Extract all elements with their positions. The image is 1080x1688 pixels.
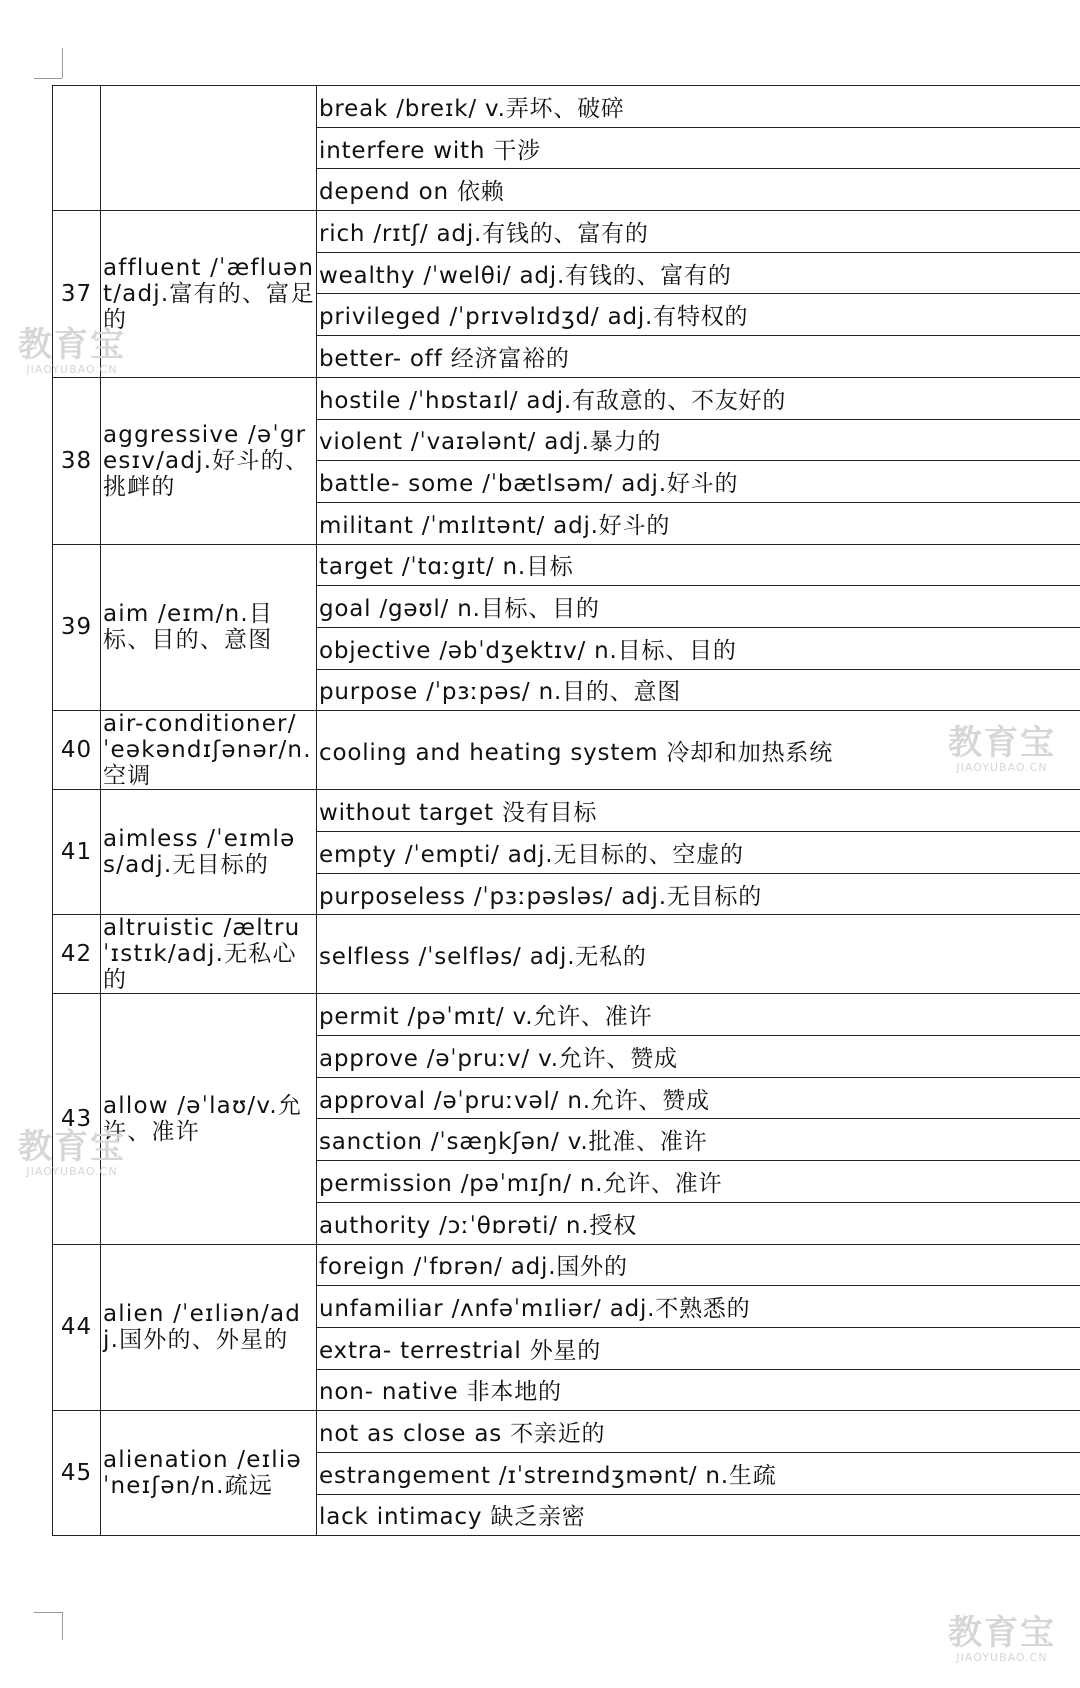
synonym: interfere with 干涉	[317, 127, 1080, 169]
entry-number: 43	[53, 994, 101, 1244]
entry-number: 42	[53, 915, 101, 994]
entry-number: 39	[53, 544, 101, 711]
page-corner-mark	[34, 1612, 62, 1613]
synonym: without target 没有目标	[317, 790, 1080, 832]
page-corner-mark	[34, 78, 62, 79]
synonym: unfamiliar /ʌnfəˈmɪliər/ adj.不熟悉的	[317, 1286, 1080, 1328]
synonym: extra- terrestrial 外星的	[317, 1327, 1080, 1369]
entry-number: 44	[53, 1244, 101, 1411]
table-row	[53, 86, 1080, 128]
table-row	[53, 1411, 1080, 1453]
headword: air-conditioner/ˈeəkəndɪʃənər/n.空调	[101, 711, 317, 790]
headword: alienation /eɪliəˈneɪʃən/n.疏远	[101, 1411, 317, 1536]
watermark-url: JIAOYUBAO.CN	[26, 1165, 118, 1178]
synonym: privileged /ˈprɪvəlɪdʒd/ adj.有特权的	[317, 294, 1080, 336]
table-row	[53, 1244, 1080, 1286]
synonym: authority /ɔːˈθɒrəti/ n.授权	[317, 1202, 1080, 1244]
entry-number	[53, 86, 101, 211]
headword: affluent /ˈæfluənt/adj.富有的、富足的	[101, 211, 317, 378]
synonym: estrangement /ɪˈstreɪndʒmənt/ n.生疏	[317, 1452, 1080, 1494]
page-corner-mark	[62, 48, 63, 78]
headword: aim /eɪm/n.目标、目的、意图	[101, 544, 317, 711]
entry-number: 40	[53, 711, 101, 790]
page-corner-mark	[62, 1612, 63, 1640]
table-row	[53, 211, 1080, 253]
synonym: permit /pəˈmɪt/ v.允许、准许	[317, 994, 1080, 1036]
synonym: target /ˈtɑːgɪt/ n.目标	[317, 544, 1080, 586]
watermark-url: JIAOYUBAO.CN	[956, 761, 1048, 774]
watermark-logo	[948, 1614, 1056, 1664]
synonym: purposeless /ˈpɜːpəsləs/ adj.无目标的	[317, 873, 1080, 915]
headword: aggressive /əˈgresɪv/adj.好斗的、挑衅的	[101, 377, 317, 544]
synonym: goal /gəʊl/ n.目标、目的	[317, 586, 1080, 628]
table-row	[53, 915, 1080, 994]
table-row	[53, 377, 1080, 419]
synonym: better- off 经济富裕的	[317, 336, 1080, 378]
synonym: violent /ˈvaɪələnt/ adj.暴力的	[317, 419, 1080, 461]
synonym: depend on 依赖	[317, 169, 1080, 211]
synonym: not as close as 不亲近的	[317, 1411, 1080, 1453]
watermark-text: 教育宝	[18, 325, 126, 365]
synonym: rich /rɪtʃ/ adj.有钱的、富有的	[317, 211, 1080, 253]
entry-number: 41	[53, 790, 101, 915]
synonym: wealthy /ˈwelθi/ adj.有钱的、富有的	[317, 252, 1080, 294]
vocabulary-table	[52, 85, 1080, 1536]
watermark-text: 教育宝	[948, 1613, 1056, 1653]
synonym: sanction /ˈsæŋkʃən/ v.批准、准许	[317, 1119, 1080, 1161]
synonym: empty /ˈempti/ adj.无目标的、空虚的	[317, 832, 1080, 874]
synonym: battle- some /ˈbætlsəm/ adj.好斗的	[317, 461, 1080, 503]
synonym: selfless /ˈselfləs/ adj.无私的	[317, 915, 1080, 994]
synonym: lack intimacy 缺乏亲密	[317, 1494, 1080, 1536]
synonym: foreign /ˈfɒrən/ adj.国外的	[317, 1244, 1080, 1286]
headword: alien /ˈeɪliən/adj.国外的、外星的	[101, 1244, 317, 1411]
headword	[101, 86, 317, 211]
synonym: hostile /ˈhɒstaɪl/ adj.有敌意的、不友好的	[317, 377, 1080, 419]
synonym: purpose /ˈpɜːpəs/ n.目的、意图	[317, 669, 1080, 711]
synonym: permission /pəˈmɪʃn/ n.允许、准许	[317, 1161, 1080, 1203]
entry-number: 38	[53, 377, 101, 544]
watermark-text: 教育宝	[948, 723, 1056, 763]
synonym: non- native 非本地的	[317, 1369, 1080, 1411]
synonym: approve /əˈpruːv/ v.允许、赞成	[317, 1036, 1080, 1078]
synonym: objective /əbˈdʒektɪv/ n.目标、目的	[317, 627, 1080, 669]
synonym: break /breɪk/ v.弄坏、破碎	[317, 86, 1080, 128]
synonym: cooling and heating system 冷却和加热系统	[317, 711, 1080, 790]
watermark-url: JIAOYUBAO.CN	[26, 363, 118, 376]
table-row	[53, 994, 1080, 1036]
entry-number: 45	[53, 1411, 101, 1536]
synonym: approval /əˈpruːvəl/ n.允许、赞成	[317, 1077, 1080, 1119]
watermark-url: JIAOYUBAO.CN	[956, 1651, 1048, 1664]
watermark-text: 教育宝	[18, 1127, 126, 1167]
table-row	[53, 790, 1080, 832]
table-row	[53, 711, 1080, 790]
table-row	[53, 544, 1080, 586]
headword: allow /əˈlaʊ/v.允许、准许	[101, 994, 317, 1244]
synonym: militant /ˈmɪlɪtənt/ adj.好斗的	[317, 502, 1080, 544]
headword: altruistic /æltruˈɪstɪk/adj.无私心的	[101, 915, 317, 994]
entry-number: 37	[53, 211, 101, 378]
headword: aimless /ˈeɪmləs/adj.无目标的	[101, 790, 317, 915]
